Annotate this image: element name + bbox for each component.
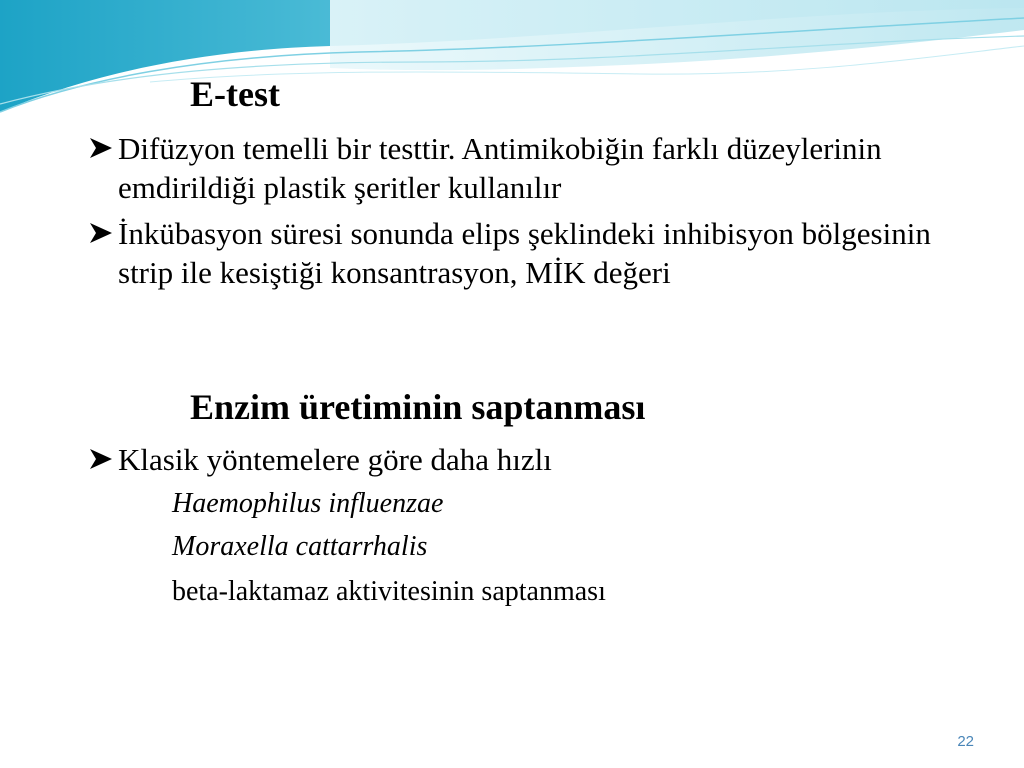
bullet-text: Klasik yöntemelere göre daha hızlı	[118, 442, 552, 477]
bullet-item-diffusion	[88, 129, 968, 207]
sub-item-haemophilus: Haemophilus influenzae	[172, 488, 444, 519]
bullet-item-incubation	[88, 214, 968, 292]
bullet-item-faster	[88, 440, 968, 479]
arrow-bullet-icon	[88, 446, 116, 472]
arrow-bullet-icon	[88, 220, 116, 246]
page-number: 22	[957, 733, 974, 750]
sub-item-moraxella: Moraxella cattarrhalis	[172, 531, 428, 562]
heading-enzyme-production: Enzim üretiminin saptanması	[190, 387, 646, 427]
decorative-wave-header	[0, 0, 1024, 130]
bullet-text: İnkübasyon süresi sonunda elips şeklindeki inhibisyon bölgesinin strip ile kesiştiği konsantrasyon, MİK değeri	[118, 216, 931, 290]
sub-item-beta-lactamase: beta-laktamaz aktivitesinin saptanması	[172, 576, 606, 607]
bullet-text: Difüzyon temelli bir testtir. Antimikobiğin farklı düzeylerinin emdirildiği plastik şeritler kullanılır	[118, 131, 882, 205]
heading-e-test: E-test	[190, 74, 280, 114]
arrow-bullet-icon	[88, 135, 116, 161]
